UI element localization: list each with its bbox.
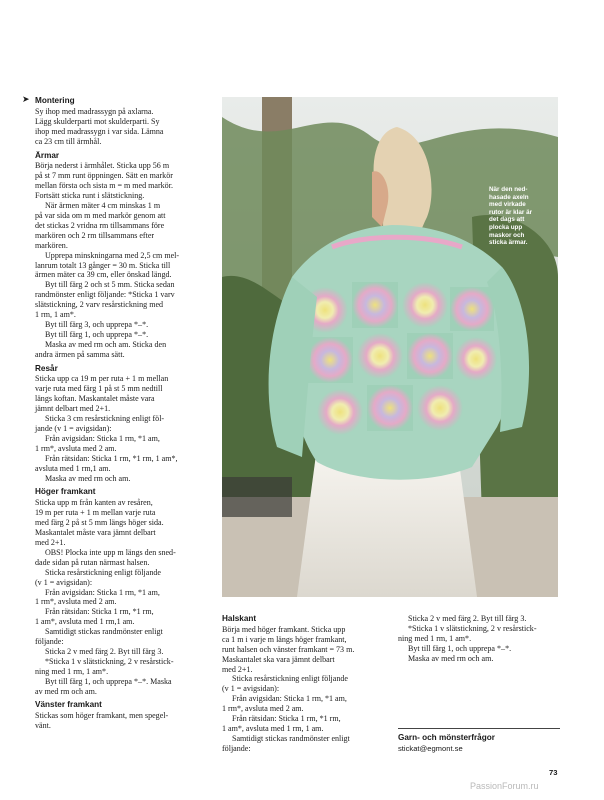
text-line: följande: <box>222 743 251 753</box>
text-line: Från rätsidan: Sticka 1 rm, *1 rm, <box>45 607 154 617</box>
text-line: Byt till färg 1, och upprepa *–*. <box>408 643 512 653</box>
text-line: vänt. <box>35 721 51 731</box>
text-line: markören och 2 rm tillsammans efter <box>35 230 155 240</box>
text-line: 19 m per ruta + 1 m mellan varje ruta <box>35 508 156 518</box>
contact-email[interactable]: stickat@egmont.se <box>398 744 463 753</box>
text-line: Från rätsidan: Sticka 1 rm, *1 rm, 1 am*, <box>45 453 178 463</box>
text-line: andra ärmen på samma sätt. <box>35 349 125 359</box>
photo-caption <box>489 186 557 247</box>
text-line: Maska av med rm och am. Sticka den <box>45 339 167 349</box>
text-line: med 2+1. <box>35 537 66 547</box>
text-line: ärmen mäter ca 39 cm, eller önskad längd. <box>35 270 172 280</box>
heading-montering: Montering <box>35 96 75 105</box>
text-line: Maska av med rm och am. <box>408 653 494 663</box>
text-line: på st 7 mm runt öppningen. Sätt en markör <box>35 171 173 181</box>
text-line: Byt till färg 2 och st 5 mm. Sticka sedan <box>45 280 175 290</box>
vanster-body <box>35 711 219 731</box>
text-line: Sticka 3 cm resårstickning enligt föl- <box>45 414 165 424</box>
heading-resar: Resår <box>35 363 58 373</box>
text-line: Sticka resårstickning enligt följande <box>232 674 348 684</box>
caption-line: sticka ärmar. <box>489 239 528 247</box>
text-line: ihop med madrassygn i var sida. Lämna <box>35 126 164 136</box>
text-line: på var sida om m med markör genom att <box>35 210 166 220</box>
caption-line: det dags att <box>489 216 525 224</box>
text-line: randmönster enligt följande: *Sticka 1 varv <box>35 290 175 300</box>
text-line: 1 rm*, avsluta med 2 am. <box>35 597 117 607</box>
text-line: avsluta med 1 rm,1 am. <box>35 463 111 473</box>
halskant-body <box>222 625 388 754</box>
cardigan-photo <box>222 97 558 597</box>
text-line: jande (v 1 = avigsidan): <box>35 424 112 433</box>
text-line: Byt till färg 3, och upprepa *–*. <box>45 319 149 329</box>
armar-body <box>35 161 219 359</box>
caption-line: plocka upp <box>489 223 523 231</box>
text-line: med färg 2 på st 5 mm längs höger sida. <box>35 518 164 528</box>
text-line: jämnt delbart med 2+1. <box>35 404 111 414</box>
text-line: Sticka 2 v med färg 2. Byt till färg 3. <box>408 614 527 623</box>
text-line: ning med 1 rm, 1 am*. <box>398 633 472 643</box>
left-text-column <box>22 95 219 731</box>
text-line: runt halsen och vänster framkant = 73 m. <box>222 644 355 654</box>
text-line: det stickas 2 vridna rm tillsammans före <box>35 220 165 230</box>
text-line: markören. <box>35 240 68 250</box>
text-line: Sy ihop med madrassygn på axlarna. <box>35 106 154 116</box>
text-line: 1 rm, 1 am*. <box>35 310 76 320</box>
hoger-body <box>35 498 219 696</box>
text-line: Från avigsidan: Sticka 1 rm, *1 am, <box>232 694 347 704</box>
text-line: av med rm och am. <box>35 686 97 696</box>
text-line: med 2+1. <box>222 664 253 674</box>
heading-vanster-framkant: Vänster framkant <box>35 700 102 710</box>
watermark: PassionForum.ru <box>470 781 539 791</box>
text-line: Sticka upp ca 19 m per ruta + 1 m mellan <box>35 374 169 384</box>
halskant-column <box>222 614 388 754</box>
text-line: Sticka 2 v med färg 2. Byt till färg 3. <box>45 646 164 656</box>
photo-illustration <box>222 97 558 597</box>
text-line: (v 1 = avigsidan): <box>35 577 93 587</box>
text-line: OBS! Plocka inte upp m längs den sned- <box>45 547 176 557</box>
contact-divider <box>398 728 560 729</box>
heading-hoger-framkant: Höger framkant <box>35 487 96 497</box>
text-line: Samtidigt stickas randmönster enligt <box>45 627 163 637</box>
text-line: följande: <box>35 637 64 647</box>
resar-body <box>35 374 219 483</box>
text-line: 1 am*, avsluta med 1 rm,1 am. <box>35 617 135 627</box>
text-line: lanrum totalt 13 gånger = 30 m. Sticka till <box>35 260 171 270</box>
text-line: Från rätsidan: Sticka 1 rm, *1 rm, <box>232 714 341 724</box>
text-line: 1 rm*, avsluta med 2 am. <box>222 704 304 714</box>
text-line: Maska av med rm och am. <box>45 473 131 483</box>
text-line: Lägg skulderparti mot skulderparti. Sy <box>35 116 160 126</box>
text-line: Från avigsidan: Sticka 1 rm, *1 am, <box>45 433 160 443</box>
text-line: Maskantalet ska vara jämnt delbart <box>222 654 335 664</box>
text-line: Byt till färg 1, och upprepa *–*. Maska <box>45 676 172 686</box>
caption-line: rutor är klar är <box>489 208 533 216</box>
heading-halskant: Halskant <box>222 614 257 623</box>
text-line: ca 1 m i varje m längs höger framkant, <box>222 634 347 644</box>
contact-heading: Garn- och mönsterfrågor <box>398 733 495 742</box>
text-line: (v 1 = avigsidan): <box>222 684 280 694</box>
text-line: mellan första och sista m = m med markör. <box>35 181 173 191</box>
text-line: Börja nederst i ärmhålet. Sticka upp 56 m <box>35 161 170 171</box>
text-line: Sticka upp m från kanten av resåren, <box>35 498 153 508</box>
caption-line: När den ned- <box>489 186 528 193</box>
caption-line: maskor och <box>489 231 525 239</box>
text-line: Samtidigt stickas randmönster enligt <box>232 733 350 743</box>
text-line: varje ruta med färg 1 på st 5 mm nedtill <box>35 384 163 394</box>
text-line: Börja med höger framkant. Sticka upp <box>222 624 346 634</box>
text-line: Byt till färg 1, och upprepa *–*. <box>45 329 149 339</box>
text-line: När ärmen mäter 4 cm minskas 1 m <box>45 201 161 211</box>
text-line: slätstickning, 2 varv resårstickning med <box>35 300 164 310</box>
text-line: ning med 1 rm, 1 am*. <box>35 666 109 676</box>
caption-line: med virkade <box>489 201 526 209</box>
text-line: Upprepa minskningarna med 2,5 cm mel- <box>45 250 180 260</box>
page-number: 73 <box>549 768 558 777</box>
text-line: ca 23 cm till ärmhål. <box>35 136 102 146</box>
text-line: 1 rm*, avsluta med 2 am. <box>35 443 117 453</box>
right-text-column <box>398 614 562 664</box>
text-line: Stickas som höger framkant, men spegel- <box>35 711 169 721</box>
text-line: *Sticka 1 v slätstickning, 2 v resårstick- <box>408 623 537 633</box>
text-line: Sticka resårstickning enligt följande <box>45 567 161 577</box>
text-line: Från avigsidan: Sticka 1 rm, *1 am, <box>45 587 160 597</box>
arrow-right-icon: ➤ <box>22 95 30 105</box>
caption-line: hasade axeln <box>489 193 529 201</box>
text-line: längs koftan. Maskantalet måste vara <box>35 394 155 404</box>
text-line: *Sticka 1 v slätstickning, 2 v resårstick- <box>45 656 174 666</box>
text-line: 1 am*, avsluta med 1 rm, 1 am. <box>222 723 324 733</box>
montering-body <box>35 107 219 147</box>
text-line: Maskantalet måste vara jämnt delbart <box>35 528 156 538</box>
heading-armar: Ärmar <box>35 150 60 160</box>
text-line: dade sidan på rutan närmast halsen. <box>35 557 150 567</box>
text-line: Fortsätt sticka runt i slätstickning. <box>35 191 145 201</box>
